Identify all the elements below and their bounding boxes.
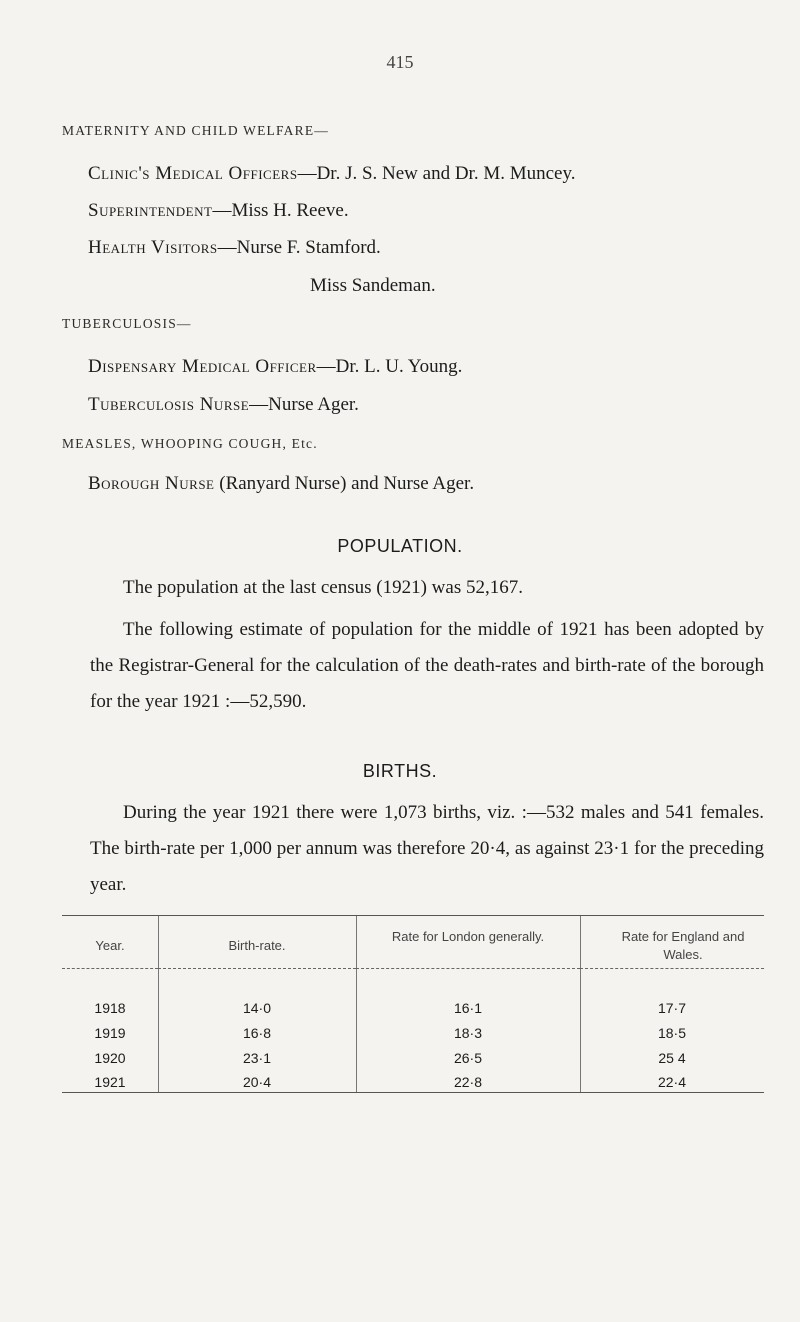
cell-london-rate: 16·1 bbox=[453, 1000, 483, 1016]
role-text: —Nurse Ager. bbox=[249, 394, 359, 415]
population-paragraph-2: The following estimate of population for the middle of 1921 has been adopted by the Registrar-General for the calculation of the death-rates and birth-rate of the borough for the year 1921 :—52,590. bbox=[90, 619, 764, 712]
measles-line-borough-nurse bbox=[88, 473, 474, 495]
role-label: Superintendent bbox=[88, 200, 213, 221]
cell-birth-rate: 23·1 bbox=[242, 1050, 272, 1066]
role-text: —Dr. J. S. New and Dr. M. Muncey. bbox=[297, 163, 576, 184]
measles-heading: MEASLES, WHOOPING COUGH, Etc. bbox=[62, 436, 318, 451]
cell-year: 1918 bbox=[94, 1000, 126, 1016]
table-header-london-rate: Rate for London generally. bbox=[391, 929, 545, 944]
tuberculosis-line-nurse bbox=[88, 394, 359, 416]
table-header-england-wales-rate: Rate for England and Wales. bbox=[621, 929, 745, 962]
cell-london-rate: 26·5 bbox=[453, 1050, 483, 1066]
role-label: Tuberculosis Nurse bbox=[88, 394, 250, 415]
role-label: Health Visitors bbox=[88, 237, 218, 258]
cell-england-wales-rate: 22·4 bbox=[657, 1074, 687, 1090]
cell-england-wales-rate: 25 4 bbox=[658, 1050, 686, 1066]
cell-birth-rate: 20·4 bbox=[242, 1074, 272, 1090]
role-text: —Nurse F. Stamford. bbox=[217, 237, 381, 258]
role-text: —Dr. L. U. Young. bbox=[316, 356, 463, 377]
header-rule bbox=[158, 968, 356, 969]
header-rule bbox=[62, 968, 158, 969]
births-paragraph: During the year 1921 there were 1,073 births, viz. :—532 males and 541 females. The birth-rate per 1,000 per annum was therefore 20·4, as against 23·1 for the preceding year. bbox=[90, 802, 764, 895]
cell-england-wales-rate: 18·5 bbox=[657, 1025, 687, 1041]
role-label: Dispensary Medical Officer bbox=[88, 356, 317, 377]
role-label: Borough Nurse bbox=[88, 473, 215, 494]
table-header-birth-rate: Birth-rate. bbox=[228, 938, 286, 953]
birth-rate-table bbox=[62, 915, 764, 1093]
cell-year: 1919 bbox=[94, 1025, 126, 1041]
page-number: 415 bbox=[386, 52, 414, 72]
cell-london-rate: 22·8 bbox=[453, 1074, 483, 1090]
population-heading: POPULATION. bbox=[337, 536, 463, 556]
role-text: —Miss H. Reeve. bbox=[212, 200, 349, 221]
cell-london-rate: 18·3 bbox=[453, 1025, 483, 1041]
maternity-line-health-visitors bbox=[88, 237, 381, 259]
maternity-line-superintendent bbox=[88, 200, 349, 222]
maternity-continuation: Miss Sandeman. bbox=[310, 275, 436, 296]
tuberculosis-line-dispensary bbox=[88, 356, 462, 378]
cell-birth-rate: 14·0 bbox=[242, 1000, 272, 1016]
population-paragraph-1: The population at the last census (1921) was 52,167. bbox=[123, 577, 523, 598]
role-text: (Ranyard Nurse) and Nurse Ager. bbox=[214, 473, 475, 494]
births-heading: BIRTHS. bbox=[362, 761, 438, 781]
maternity-line-medical-officers bbox=[88, 163, 576, 185]
tuberculosis-heading: TUBERCULOSIS— bbox=[62, 316, 192, 331]
cell-england-wales-rate: 17·7 bbox=[657, 1000, 687, 1016]
header-rule bbox=[580, 968, 764, 969]
role-label: Clinic's Medical Officers bbox=[88, 163, 298, 184]
table-header-year: Year. bbox=[95, 938, 125, 953]
cell-year: 1921 bbox=[94, 1074, 126, 1090]
maternity-heading: MATERNITY AND CHILD WELFARE— bbox=[62, 123, 329, 138]
header-rule bbox=[356, 968, 580, 969]
cell-year: 1920 bbox=[94, 1050, 126, 1066]
cell-birth-rate: 16·8 bbox=[242, 1025, 272, 1041]
